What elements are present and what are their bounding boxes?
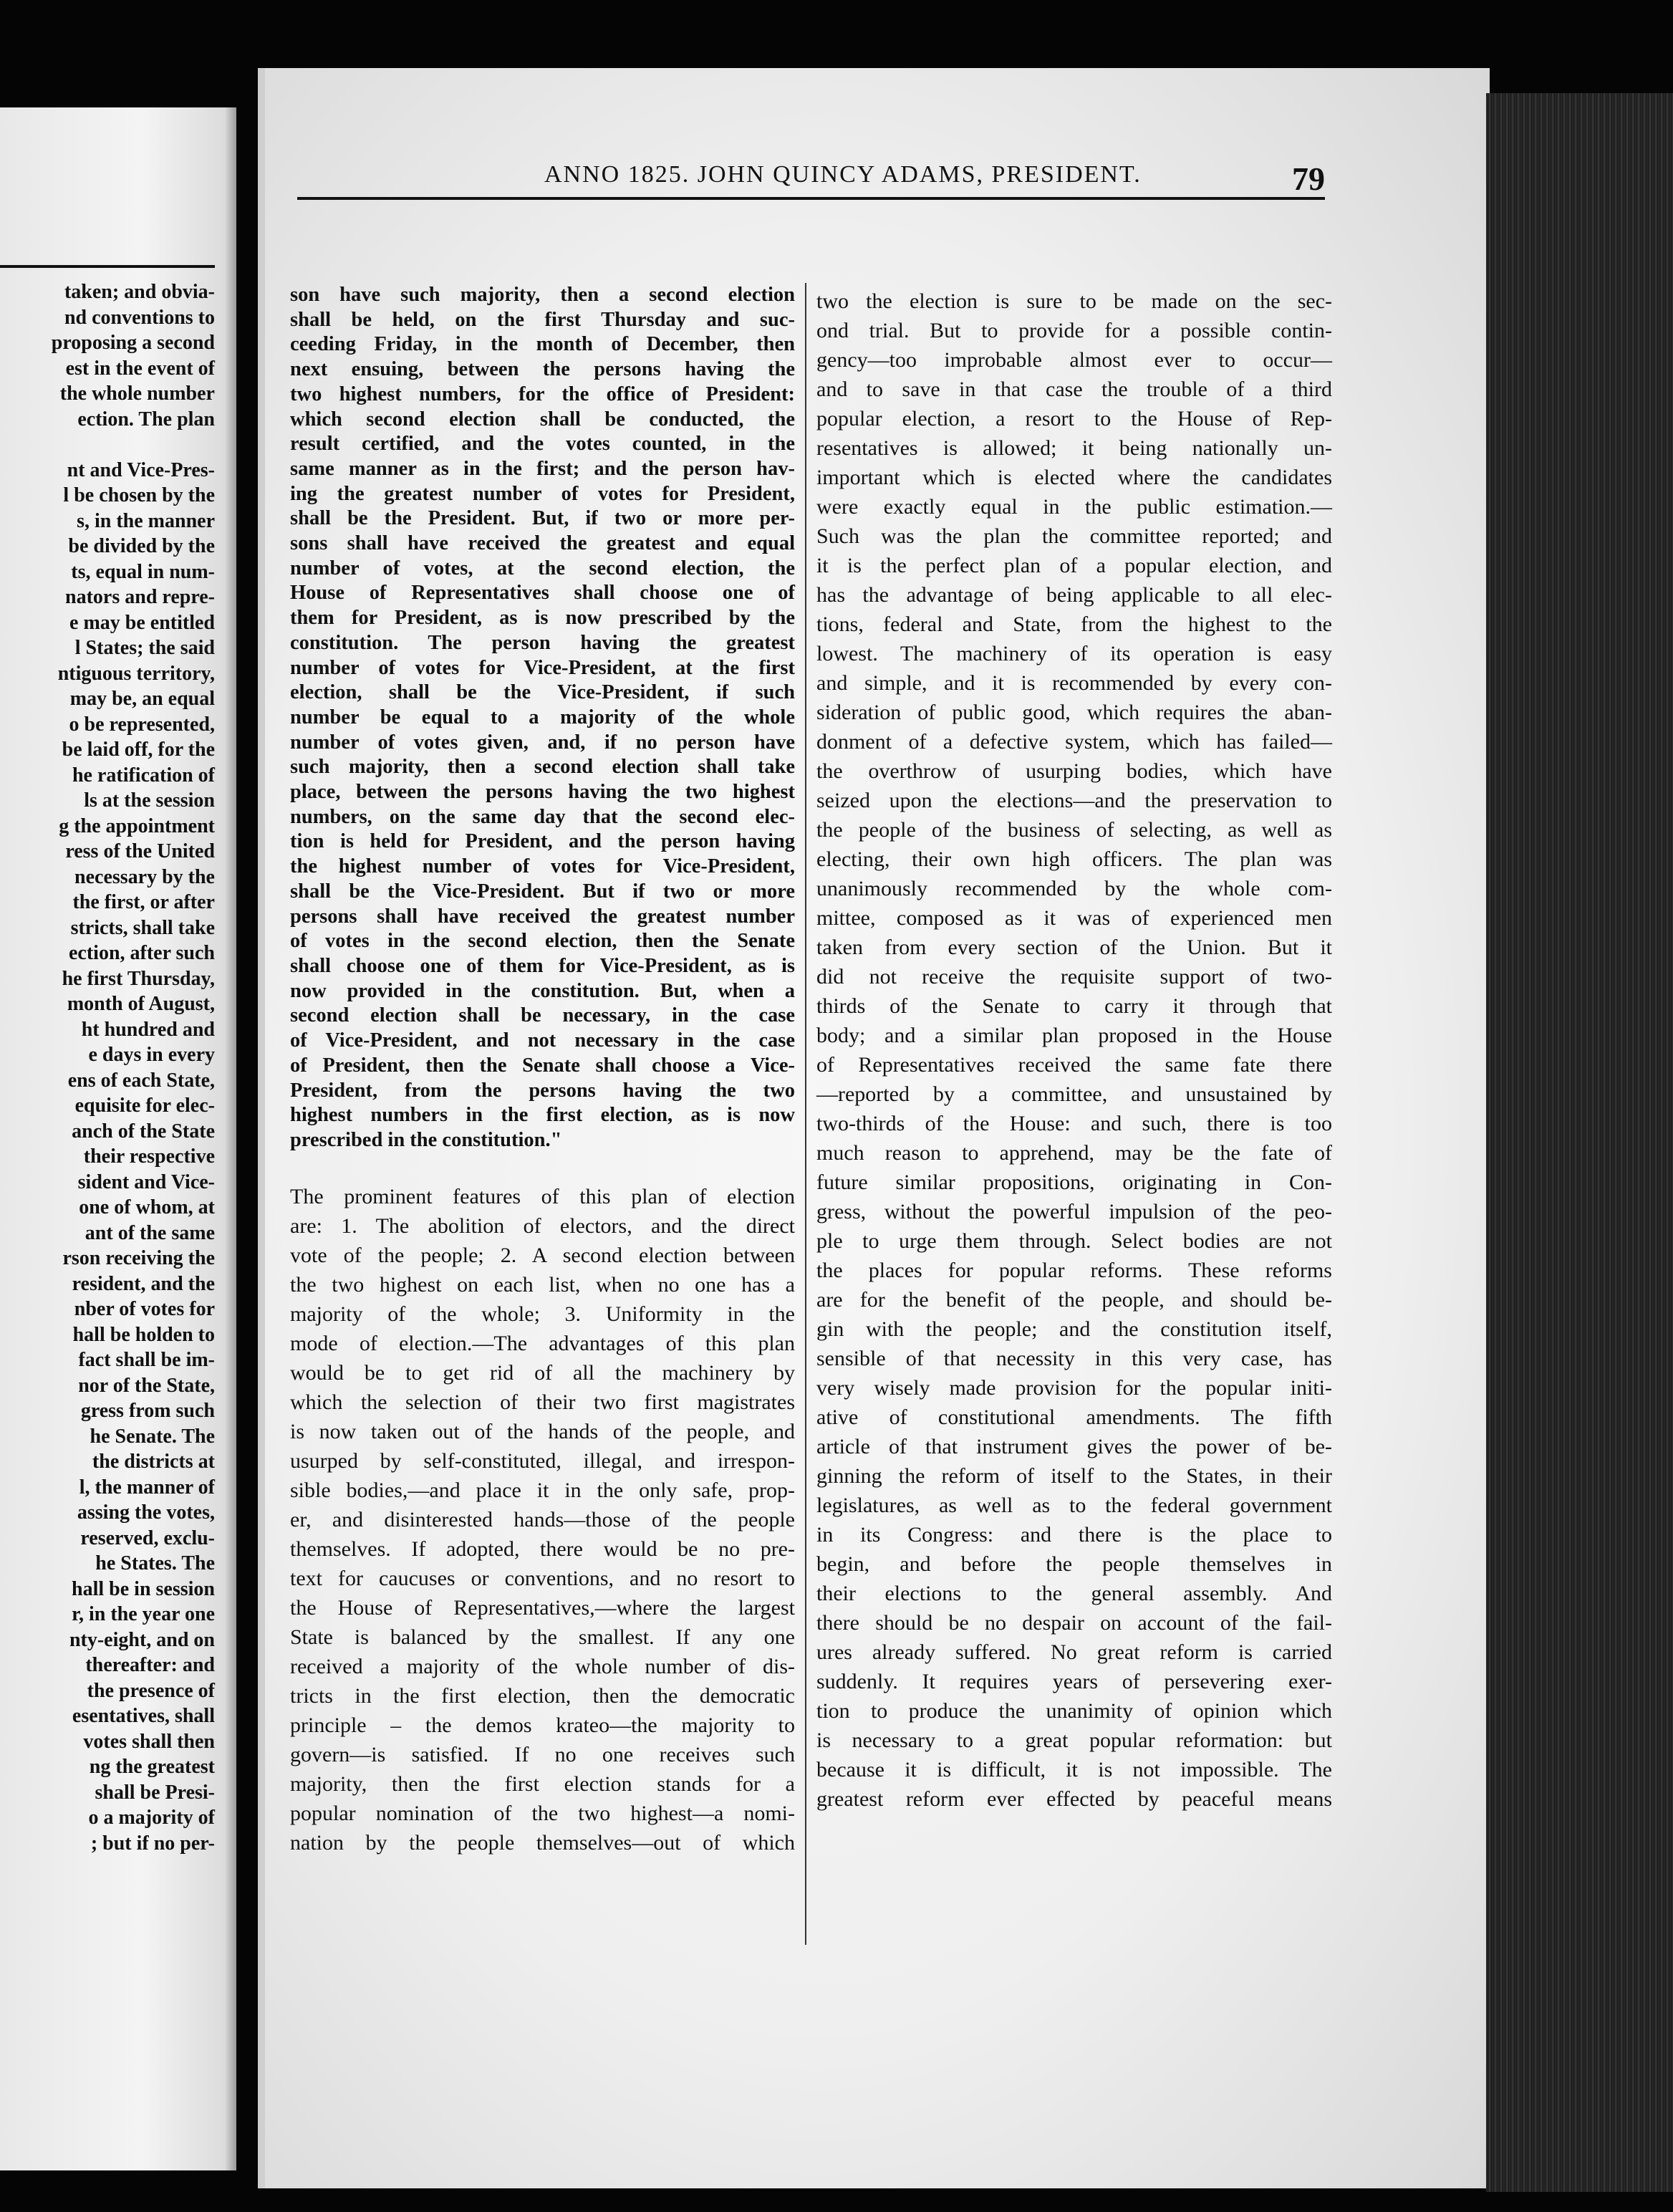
text-line: lowest. The machinery of its operation is easy	[816, 642, 1332, 665]
text-line: election, shall be the Vice-President, if such	[290, 681, 795, 704]
text-line: it is the perfect plan of a popular election, and	[816, 554, 1332, 577]
text-line: ond trial. But to provide for a possible contin-	[816, 319, 1332, 342]
text-line: ures already suffered. No great reform is carried	[816, 1640, 1332, 1664]
text-line: l States; the said	[74, 637, 215, 659]
text-line: because it is difficult, it is not impossible. The	[816, 1758, 1332, 1781]
text-line: their respective	[83, 1145, 215, 1168]
text-line: est in the event of	[65, 357, 215, 380]
text-line: is now taken out of the hands of the people, and	[290, 1419, 795, 1443]
text-line: greatest reform ever effected by peaceful means	[816, 1787, 1332, 1811]
text-line: the whole number	[59, 383, 215, 405]
text-line: of votes in the second election, then the Senate	[290, 930, 795, 953]
text-line: of President, then the Senate shall choose a Vice-	[290, 1054, 795, 1077]
text-line: nt and Vice-Pres-	[67, 458, 215, 481]
text-line: thereafter: and	[85, 1654, 215, 1676]
text-line: reserved, exclu-	[80, 1526, 215, 1549]
text-line: hall be in session	[72, 1577, 215, 1600]
text-line: mode of election.—The advantages of this plan	[290, 1331, 795, 1355]
text-line: same manner as in the first; and the person hav-	[290, 457, 795, 480]
text-line: sible bodies,—and place it in the only safe, prop-	[290, 1478, 795, 1502]
text-line: the House of Representatives,—where the largest	[290, 1595, 795, 1620]
text-line: nation by the people themselves—out of which	[290, 1830, 795, 1855]
text-line: were exactly equal in the public estimation.—	[816, 495, 1332, 519]
text-line: shall be held, on the first Thursday and suc-	[290, 308, 795, 331]
text-line: important which is elected where the candidates	[816, 466, 1332, 489]
text-line: prescribed in the constitution."	[290, 1128, 562, 1151]
text-line: place, between the persons having the two highest	[290, 781, 795, 804]
text-line: son have such majority, then a second election	[290, 284, 795, 306]
text-line: House of Representatives shall choose one of	[290, 582, 795, 605]
text-line: of Representatives received the same fate there	[816, 1053, 1332, 1077]
text-line: is necessary to a great popular reformation: but	[816, 1728, 1332, 1752]
text-line: usurped by self-constituted, illegal, and irrespon-	[290, 1448, 795, 1473]
text-line: are: 1. The abolition of electors, and the direct	[290, 1213, 795, 1238]
facing-page-fragment	[0, 107, 236, 2170]
text-line: two highest numbers, for the office of President:	[290, 383, 795, 405]
text-line: ls at the session	[84, 789, 215, 812]
text-line: o a majority of	[88, 1807, 215, 1829]
text-line: seized upon the elections—and the preservation to	[816, 789, 1332, 812]
page-number: 79	[1292, 160, 1325, 197]
text-line	[0, 432, 215, 458]
text-line: s, in the manner	[77, 509, 215, 532]
text-line: majority, then the first election stands for a	[290, 1771, 795, 1796]
text-line: of Vice-President, and not necessary in the case	[290, 1029, 795, 1052]
text-line: shall choose one of them for Vice-President, as is	[290, 954, 795, 977]
running-head: ANNO 1825. JOHN QUINCY ADAMS, PRESIDENT.	[544, 161, 1142, 188]
text-line: rson receiving the	[62, 1247, 215, 1269]
text-line: month of August,	[67, 993, 215, 1015]
quoted-resolution	[290, 283, 795, 1153]
text-line: assing the votes,	[77, 1501, 215, 1524]
text-line: number of votes for Vice-President, at the first	[290, 656, 795, 679]
text-line: the overthrow of usurping bodies, which have	[816, 759, 1332, 783]
text-line: shall be the President. But, if two or more per-	[290, 507, 795, 530]
text-line: ntiguous territory,	[57, 662, 215, 685]
text-line: the districts at	[92, 1451, 215, 1473]
text-line: popular election, a resort to the House of Rep-	[816, 407, 1332, 431]
text-line: taken from every section of the Union. But it	[816, 936, 1332, 959]
text-line: electing, their own high officers. The plan was	[816, 847, 1332, 871]
text-line: he Senate. The	[90, 1425, 215, 1448]
text-line: popular nomination of the two highest—a nomi-	[290, 1801, 795, 1825]
text-line: gress, without the powerful impulsion of the peo-	[816, 1200, 1332, 1223]
text-line: constitution. The person having the greatest	[290, 631, 795, 654]
column-divider	[805, 283, 806, 1945]
text-line: l, the manner of	[79, 1476, 215, 1499]
text-line: nd conventions to	[64, 306, 215, 329]
text-line: ng the greatest	[89, 1756, 215, 1778]
text-line: he first Thursday,	[62, 967, 215, 990]
text-line: nty-eight, and on	[69, 1628, 215, 1651]
text-line: taken; and obvia-	[64, 281, 215, 303]
facing-page-text	[0, 279, 215, 1856]
text-line: equisite for elec-	[74, 1095, 215, 1117]
paragraph-continuation	[816, 287, 1332, 1814]
text-line: ress of the United	[65, 840, 215, 862]
text-line: sident and Vice-	[77, 1170, 215, 1193]
text-line: and to save in that case the trouble of a third	[816, 378, 1332, 401]
text-line: number be equal to a majority of the whole	[290, 706, 795, 728]
text-line: the places for popular reforms. These reforms	[816, 1259, 1332, 1282]
text-line: e days in every	[88, 1044, 215, 1066]
text-line: sideration of public good, which requires the aban-	[816, 701, 1332, 724]
text-line: he States. The	[95, 1552, 215, 1574]
text-line: very wisely made provision for the popular initi-	[816, 1376, 1332, 1400]
text-line: received a majority of the whole number of dis-	[290, 1654, 795, 1678]
text-line: ht hundred and	[81, 1018, 215, 1041]
text-line: votes shall then	[83, 1730, 215, 1753]
text-line: and simple, and it is recommended by every con-	[816, 671, 1332, 695]
text-line: ple to urge them through. Select bodies are not	[816, 1229, 1332, 1253]
text-line: result certified, and the votes counted, in the	[290, 433, 795, 456]
text-line: ative of constitutional amendments. The fifth	[816, 1405, 1332, 1429]
text-line: Such was the plan the committee reported; and	[816, 524, 1332, 548]
text-line: tion to produce the unanimity of opinion which	[816, 1699, 1332, 1723]
text-line: the two highest on each list, when no one has a	[290, 1272, 795, 1297]
text-line: anch of the State	[72, 1120, 215, 1143]
text-line: be laid off, for the	[62, 739, 215, 761]
text-line: the highest number of votes for Vice-President,	[290, 855, 795, 878]
text-line: ection, after such	[69, 942, 215, 964]
text-line: highest numbers in the first election, as is now	[290, 1104, 795, 1127]
text-line: er, and disinterested hands—those of the people	[290, 1507, 795, 1531]
text-line: majority of the whole; 3. Uniformity in the	[290, 1302, 795, 1326]
text-line: the people of the business of selecting, as well as	[816, 818, 1332, 842]
text-line: nators and repre-	[65, 586, 215, 608]
text-line: govern—is satisfied. If no one receives such	[290, 1742, 795, 1766]
text-line: unanimously recommended by the whole com-	[816, 877, 1332, 900]
text-line: future similar propositions, originating in Con-	[816, 1170, 1332, 1194]
text-line: ginning the reform of itself to the States, in their	[816, 1464, 1332, 1488]
text-line: has the advantage of being applicable to all elec-	[816, 583, 1332, 607]
text-line: stricts, shall take	[70, 916, 215, 939]
text-line: would be to get rid of all the machinery by	[290, 1360, 795, 1385]
text-line: suddenly. It requires years of persevering exer-	[816, 1670, 1332, 1693]
text-line: text for caucuses or conventions, and no resort to	[290, 1566, 795, 1590]
text-line: principle – the demos krateo—the majority to	[290, 1713, 795, 1737]
text-line: State is balanced by the smallest. If any one	[290, 1625, 795, 1649]
text-line: there should be no despair on account of the fail-	[816, 1611, 1332, 1635]
text-line: themselves. If adopted, there would be no pre-	[290, 1537, 795, 1561]
text-line: next ensuing, between the persons having the	[290, 358, 795, 381]
text-line: numbers, on the same day that the second elec-	[290, 805, 795, 828]
text-line: which second election shall be conducted, the	[290, 408, 795, 431]
text-line: gency—too improbable almost ever to occur—	[816, 348, 1332, 372]
text-line: their elections to the general assembly. And	[816, 1582, 1332, 1605]
page-header	[0, 154, 1673, 204]
header-rule	[297, 197, 1325, 200]
text-line: persons shall have received the greatest number	[290, 905, 795, 928]
text-line: necessary by the	[74, 865, 215, 888]
text-line: fact shall be im-	[78, 1349, 215, 1371]
text-line: the presence of	[87, 1679, 215, 1702]
text-line: now provided in the constitution. But, when a	[290, 979, 795, 1002]
text-line: gin with the people; and the constitution itself,	[816, 1317, 1332, 1341]
text-line: donment of a defective system, which has failed—	[816, 730, 1332, 754]
text-line: mittee, composed as it was of experienced men	[816, 906, 1332, 930]
text-line: l be chosen by the	[63, 484, 215, 506]
text-line: proposing a second	[51, 332, 215, 354]
text-line: number of votes, at the second election, the	[290, 557, 795, 580]
text-line: ant of the same	[85, 1221, 215, 1244]
text-line: ens of each State,	[67, 1069, 215, 1092]
paragraph-prominent-features	[290, 1182, 795, 1857]
text-line: number of votes given, and, if no person have	[290, 731, 795, 754]
text-line: President, from the persons having the two	[290, 1079, 795, 1102]
text-line: may be, an equal	[69, 688, 215, 710]
text-line: one of whom, at	[79, 1196, 215, 1218]
text-line: shall be the Vice-President. But if two or more	[290, 880, 795, 903]
text-line: thirds of the Senate to carry it through that	[816, 994, 1332, 1018]
text-line: ts, equal in num-	[71, 560, 215, 583]
text-line: tricts in the first election, then the democratic	[290, 1683, 795, 1708]
text-line: gress from such	[80, 1400, 215, 1422]
text-line: tions, federal and State, from the highest to the	[816, 612, 1332, 636]
text-line: sensible of that necessity in this very case, has	[816, 1347, 1332, 1370]
text-line: he ratification of	[72, 764, 215, 787]
text-line: nber of votes for	[74, 1298, 215, 1320]
text-line: ; but if no per-	[90, 1832, 215, 1855]
text-line: them for President, as is now prescribed by the	[290, 607, 795, 630]
text-line: begin, and before the people themselves in	[816, 1552, 1332, 1576]
text-line: e may be entitled	[69, 611, 215, 634]
text-line: resentatives is allowed; it being nationally un-	[816, 436, 1332, 460]
text-line: r, in the year one	[72, 1603, 215, 1625]
text-line: shall be Presi-	[95, 1781, 215, 1804]
text-line: sons shall have received the greatest and equal	[290, 532, 795, 555]
text-line: tion is held for President, and the person having	[290, 830, 795, 853]
text-line: resident, and the	[72, 1272, 215, 1295]
column-right	[816, 287, 1332, 1814]
text-line: which the selection of their two first magistrates	[290, 1390, 795, 1414]
text-line: The prominent features of this plan of election	[290, 1184, 795, 1208]
text-line: two-thirds of the House: and such, there is too	[816, 1112, 1332, 1135]
page-edges	[1486, 93, 1673, 2192]
text-line: o be represented,	[69, 713, 215, 736]
facing-page-rule	[0, 265, 215, 268]
text-line: g the appointment	[59, 814, 215, 837]
text-line: nor of the State,	[78, 1374, 215, 1397]
text-line: such majority, then a second election shall take	[290, 756, 795, 779]
text-line: body; and a similar plan proposed in the House	[816, 1024, 1332, 1047]
text-line: ection. The plan	[77, 408, 215, 431]
text-line: second election shall be necessary, in the case	[290, 1004, 795, 1027]
text-line: esentatives, shall	[72, 1705, 215, 1727]
text-line: legislatures, as well as to the federal government	[816, 1494, 1332, 1517]
text-line: did not receive the requisite support of two-	[816, 965, 1332, 989]
text-line: the first, or after	[72, 891, 215, 913]
text-line: article of that instrument gives the power of be-	[816, 1435, 1332, 1458]
text-line: —reported by a committee, and unsustained by	[816, 1082, 1332, 1106]
text-line: be divided by the	[68, 535, 215, 557]
text-line: ceeding Friday, in the month of December, then	[290, 333, 795, 356]
text-line: much reason to apprehend, may be the fate of	[816, 1141, 1332, 1165]
text-line: hall be holden to	[72, 1323, 215, 1346]
text-line: in its Congress: and there is the place to	[816, 1523, 1332, 1547]
text-line: vote of the people; 2. A second election between	[290, 1243, 795, 1267]
text-line: two the election is sure to be made on the sec-	[816, 289, 1332, 313]
text-line: are for the benefit of the people, and should be-	[816, 1288, 1332, 1312]
column-left	[290, 283, 795, 1857]
text-line: ing the greatest number of votes for President,	[290, 482, 795, 505]
